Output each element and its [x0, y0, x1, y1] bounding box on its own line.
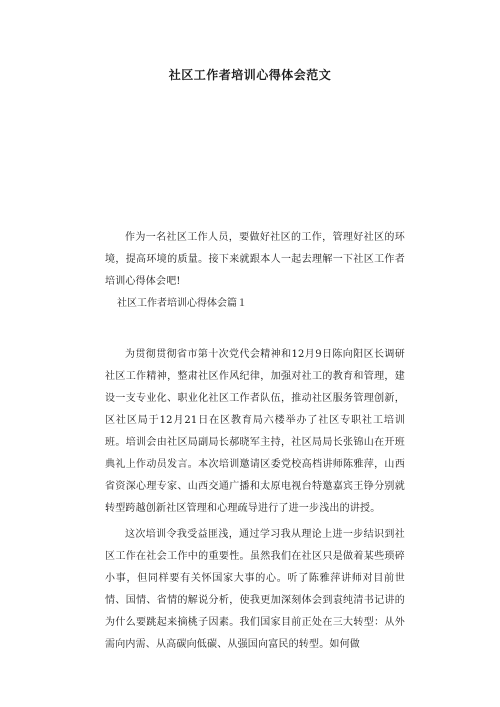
section-heading: 社区工作者培训心得体会篇１ [117, 298, 247, 309]
intro-paragraph: 作为一名社区工作人员，要做好社区的工作，管理好社区的环境，提高环境的质量。接下来就跟本人一起去理解一下社区工作者培训心得体会吧! [105, 232, 405, 287]
body-paragraph-2: 这次培训令我受益匪浅，通过学习我从理论上进一步结识到社区工作在社会工作中的重要性。虽然我们在社区只是做着某些琐碎小事，但同样要有关怀国家大事的心。听了陈雅萍讲师对目前世情、国情、省情的解说分析，使我更加深刻体会到袁纯清书记讲的为什么要跳起来摘桃子因素。我们国家目前正处在三大转型：从外需向内需、从高碳向低碳、从强国向富民的转型。如何做 [105, 529, 405, 650]
document-title: 社区工作者培训心得体会范文 [168, 68, 332, 82]
body-paragraph-1: 为贯彻贯彻省市第十次党代会精神和12月9日陈向阳区长调研社区工作精神，整肃社区作风纪律，加强对社工的教育和管理，建设一支专业化、职业化社区工作者队伍，推动社区服务管理创新，区社区局于12月21日在区教育局六楼举办了社区专职社工培训班。培训会由社区局副局长郝晓军主持，社区局局长张锦山在开班典礼上作动员发言。本次培训邀请区委党校高档讲师陈雅萍，山西省资深心理专家、山西交通广播和太原电视台特邀嘉宾王铮分别就转型跨越创新社区管理和心理疏导进行了进一步浅出的讲授。 [105, 349, 405, 514]
